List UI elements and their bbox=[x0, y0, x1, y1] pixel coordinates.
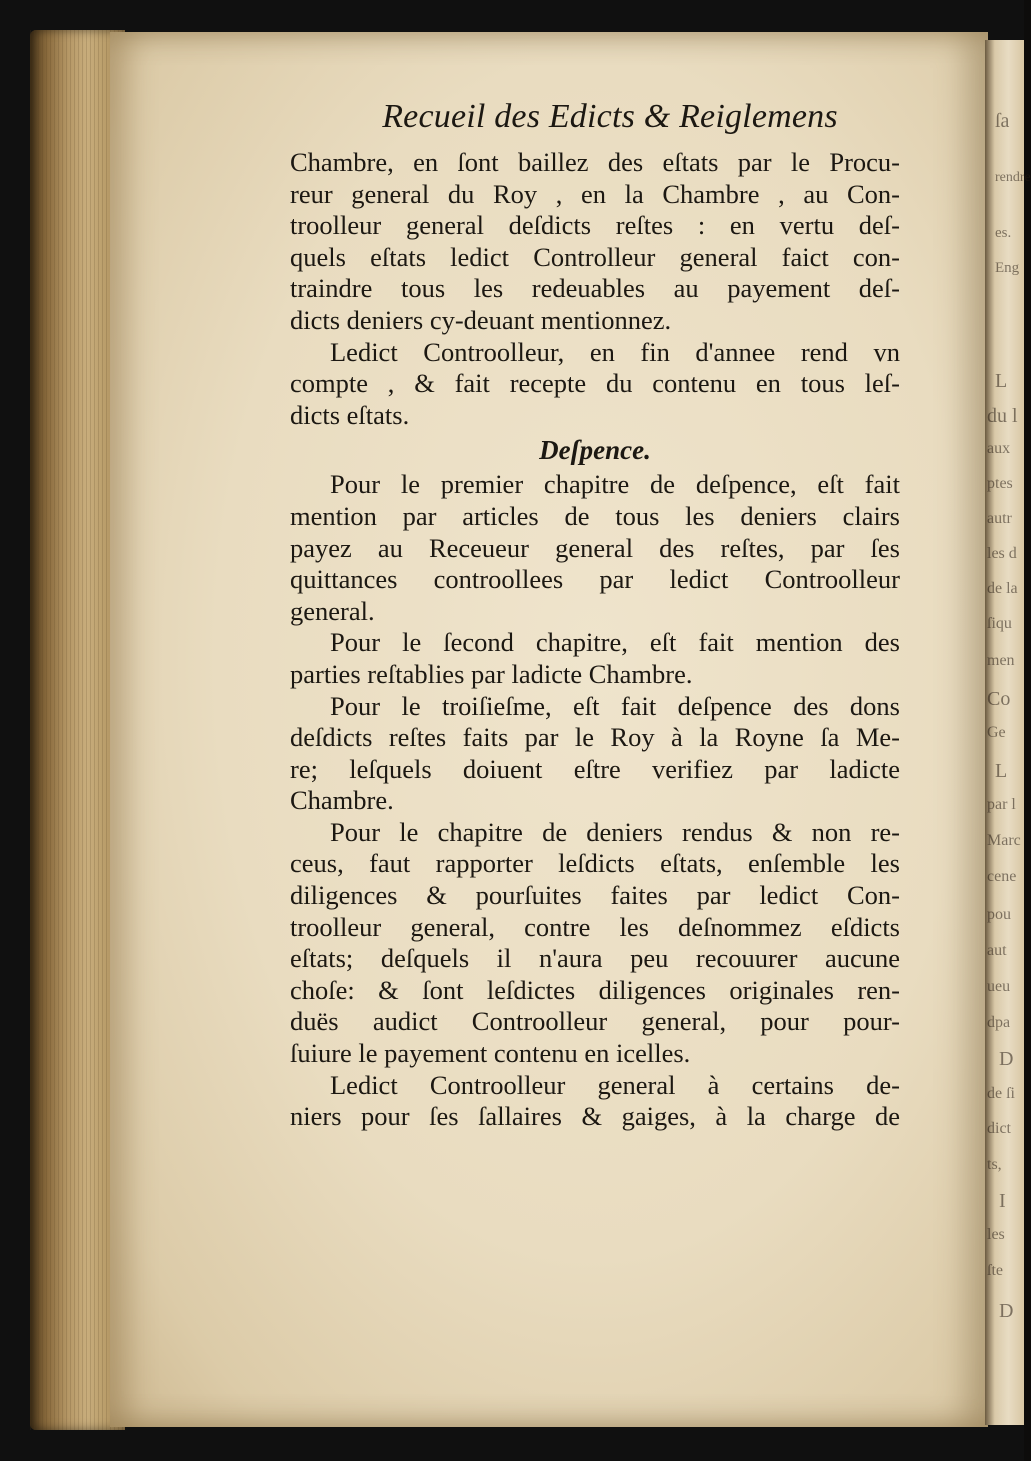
adjacent-fragment: aut bbox=[987, 942, 1007, 959]
text-line: duës audict Controolleur general, pour pour- bbox=[290, 1006, 900, 1037]
text-line: troolleur general, contre les deſnommez eſdicts bbox=[290, 911, 900, 942]
text-line: diligences & pourſuites faites par ledict Con- bbox=[290, 880, 900, 911]
adjacent-fragment: les bbox=[987, 1226, 1005, 1243]
adjacent-fragment: ſiqu bbox=[987, 615, 1012, 632]
adjacent-fragment: dict bbox=[987, 1120, 1011, 1137]
adjacent-fragment: Co bbox=[987, 688, 1011, 710]
text-line: Chambre, en ſont baillez des eſtats par le Procu- bbox=[290, 147, 900, 177]
text-line: payez au Receueur general des reſtes, par ſes bbox=[290, 532, 900, 563]
text-line: troolleur general deſdicts reſtes : en vertu deſ- bbox=[290, 210, 900, 241]
text-line: general. bbox=[290, 595, 375, 626]
adjacent-fragment: L bbox=[995, 760, 1008, 782]
adjacent-fragment: Marc bbox=[987, 832, 1021, 849]
text-line: niers pour ſes ſallaires & gaiges, à la charge de bbox=[290, 1101, 900, 1132]
adjacent-fragment: ſa bbox=[995, 110, 1010, 132]
adjacent-page-margin bbox=[985, 40, 1031, 1425]
adjacent-fragment: D bbox=[999, 1048, 1014, 1070]
text-line: Chambre. bbox=[290, 785, 394, 816]
adjacent-fragment: du l bbox=[987, 405, 1018, 427]
running-header: Recueil des Edicts & Reiglemens bbox=[382, 98, 838, 135]
text-line: mention par articles de tous les deniers clairs bbox=[290, 500, 900, 531]
text-line: Pour le ſecond chapitre, eſt fait mention des bbox=[330, 627, 900, 658]
text-line: reur general du Roy , en la Chambre , au Con- bbox=[290, 178, 900, 209]
text-line: compte , & fait recepte du contenu en tous leſ- bbox=[290, 368, 900, 399]
text-line: ſuiure le payement contenu en icelles. bbox=[290, 1038, 691, 1069]
text-line: ceus, faut rapporter leſdicts eſtats, enſemble les bbox=[290, 848, 900, 879]
text-line: dicts deniers cy-deuant mentionnez. bbox=[290, 304, 672, 335]
text-line: Pour le chapitre de deniers rendus & non re- bbox=[330, 816, 900, 847]
text-line: dicts eſtats. bbox=[290, 399, 410, 430]
adjacent-fragment: Eng bbox=[995, 260, 1020, 276]
adjacent-fragment: autr bbox=[987, 510, 1012, 527]
adjacent-fragment: les d bbox=[987, 545, 1017, 562]
adjacent-fragment: ts, bbox=[987, 1156, 1002, 1173]
adjacent-fragment: dpa bbox=[987, 1014, 1011, 1031]
adjacent-fragment: pou bbox=[987, 906, 1011, 923]
adjacent-fragment: aux bbox=[987, 440, 1011, 457]
text-line: choſe: & ſont leſdictes diligences originales ren- bbox=[290, 974, 900, 1005]
text-line: Ledict Controolleur, en fin d'annee rend vn bbox=[330, 336, 900, 367]
text-line: Ledict Controolleur general à certains de- bbox=[330, 1069, 900, 1100]
adjacent-fragment: L bbox=[995, 370, 1008, 392]
adjacent-fragment: cene bbox=[987, 868, 1017, 885]
adjacent-fragment: ueu bbox=[987, 978, 1011, 995]
adjacent-fragment: de ſi bbox=[987, 1085, 1015, 1102]
text-line: Pour le troiſieſme, eſt fait deſpence des dons bbox=[330, 690, 900, 721]
text-line: re; leſquels doiuent eſtre verifiez par ladicte bbox=[290, 753, 900, 784]
text-line: deſdicts reſtes faits par le Roy à la Royne ſa Me- bbox=[290, 722, 900, 753]
adjacent-fragment: I bbox=[999, 1190, 1006, 1212]
adjacent-fragment: par l bbox=[987, 796, 1016, 813]
text-line: quels eſtats ledict Controlleur general faict con- bbox=[290, 241, 900, 272]
adjacent-fragment: Ge bbox=[987, 724, 1006, 741]
text-line: Pour le premier chapitre de deſpence, eſt fait bbox=[330, 469, 900, 500]
adjacent-page-fragments bbox=[985, 40, 1031, 1425]
text-line: quittances controollees par ledict Controolleur bbox=[290, 564, 900, 595]
adjacent-fragment: D bbox=[999, 1300, 1014, 1322]
text-line: traindre tous les redeuables au payement deſ- bbox=[290, 273, 900, 304]
adjacent-fragment: es. bbox=[995, 225, 1012, 241]
adjacent-fragment: ſte bbox=[987, 1262, 1003, 1279]
section-heading: Deſpence. bbox=[539, 435, 651, 466]
adjacent-fragment: de la bbox=[987, 580, 1018, 597]
adjacent-fragment: men bbox=[987, 652, 1015, 669]
adjacent-fragment: ptes bbox=[987, 475, 1013, 492]
text-line: eſtats; deſquels il n'aura peu recouurer aucune bbox=[290, 943, 900, 974]
page-text bbox=[290, 95, 900, 1133]
text-line: parties reſtablies par ladicte Chambre. bbox=[290, 658, 693, 689]
adjacent-fragment: rendre bbox=[995, 170, 1031, 185]
